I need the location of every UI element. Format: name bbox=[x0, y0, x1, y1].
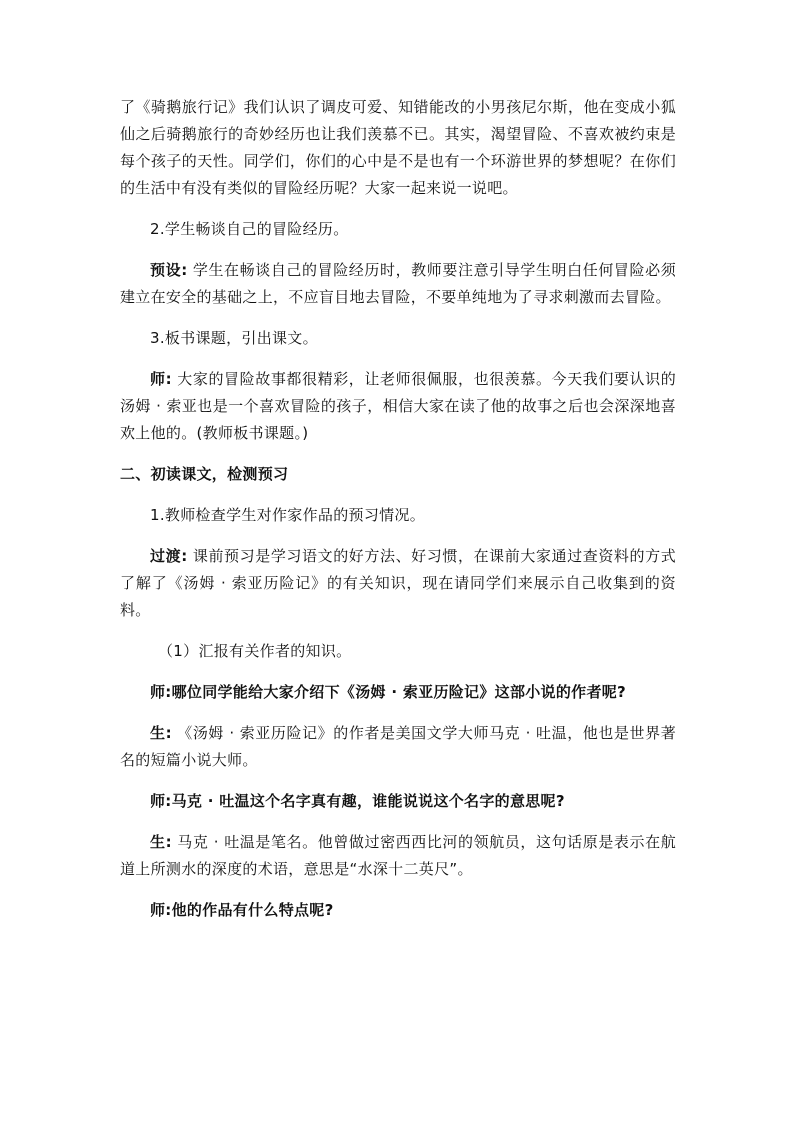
section-2-heading: 二、初读课文，检测预习 bbox=[120, 465, 289, 483]
preset-label: 预设: bbox=[150, 261, 188, 279]
teacher-question-2 bbox=[120, 788, 676, 815]
teacher-question-3 bbox=[120, 897, 676, 924]
student-answer-2 bbox=[120, 829, 676, 883]
student-label: 生: bbox=[150, 724, 172, 742]
teacher-label: 师: bbox=[150, 683, 172, 701]
teacher-question-2-text: 马克 · 吐温这个名字真有趣，谁能说说这个名字的意思呢? bbox=[171, 792, 565, 810]
student-answer-1-text: 《汤姆 · 索亚历险记》的作者是美国文学大师马克 · 吐温，他也是世界著名的短篇小说大师。 bbox=[120, 724, 676, 769]
transition-paragraph bbox=[120, 543, 676, 624]
teacher-label: 师: bbox=[150, 901, 172, 919]
document-body bbox=[120, 94, 676, 938]
teacher-question-3-text: 他的作品有什么特点呢? bbox=[171, 901, 334, 919]
section-2-step-1: 1.教师检查学生对作家作品的预习情况。 bbox=[150, 506, 426, 524]
teacher-intro-paragraph bbox=[120, 366, 676, 447]
preset-paragraph bbox=[120, 257, 676, 311]
teacher-question-1-text: 哪位同学能给大家介绍下《汤姆 · 索亚历险记》这部小说的作者呢? bbox=[171, 683, 627, 701]
teacher-label: 师: bbox=[150, 792, 172, 810]
teacher-label: 师: bbox=[150, 370, 172, 388]
step-2-line: 2.学生畅谈自己的冒险经历。 bbox=[150, 220, 349, 238]
step-3-line: 3.板书课题，引出课文。 bbox=[150, 329, 318, 347]
transition-text: 课前预习是学习语文的好方法、好习惯，在课前大家通过查资料的方式了解了《汤姆 · 索亚历险记》的有关知识，现在请同学们来展示自己收集到的资料。 bbox=[120, 547, 677, 619]
teacher-question-1 bbox=[120, 679, 676, 706]
student-label: 生: bbox=[150, 833, 172, 851]
preset-text: 学生在畅谈自己的冒险经历时，教师要注意引导学生明白任何冒险必须建立在安全的基础之上，不应盲目地去冒险，不要单纯地为了寻求刺激而去冒险。 bbox=[120, 261, 677, 306]
transition-label: 过渡: bbox=[150, 547, 188, 565]
intro-paragraph: 了《骑鹅旅行记》我们认识了调皮可爱、知错能改的小男孩尼尔斯，他在变成小狐仙之后骑鹅旅行的奇妙经历也让我们羡慕不已。其实，渴望冒险、不喜欢被约束是每个孩子的天性。同学们，你们的心中是不是也有一个环游世界的梦想呢？在你们的生活中有没有类似的冒险经历呢？大家一起来说一说吧。 bbox=[120, 98, 676, 197]
sub-item-1: （1）汇报有关作者的知识。 bbox=[158, 642, 352, 660]
student-answer-2-text: 马克 · 吐温是笔名。他曾做过密西西比河的领航员，这句话原是表示在航道上所测水的深度的术语，意思是“水深十二英尺”。 bbox=[120, 833, 676, 878]
teacher-intro-text: 大家的冒险故事都很精彩，让老师很佩服，也很羡慕。今天我们要认识的汤姆 · 索亚也是一个喜欢冒险的孩子，相信大家在读了他的故事之后也会深深地喜欢上他的。(教师板书课题。) bbox=[120, 370, 677, 442]
student-answer-1 bbox=[120, 720, 676, 774]
